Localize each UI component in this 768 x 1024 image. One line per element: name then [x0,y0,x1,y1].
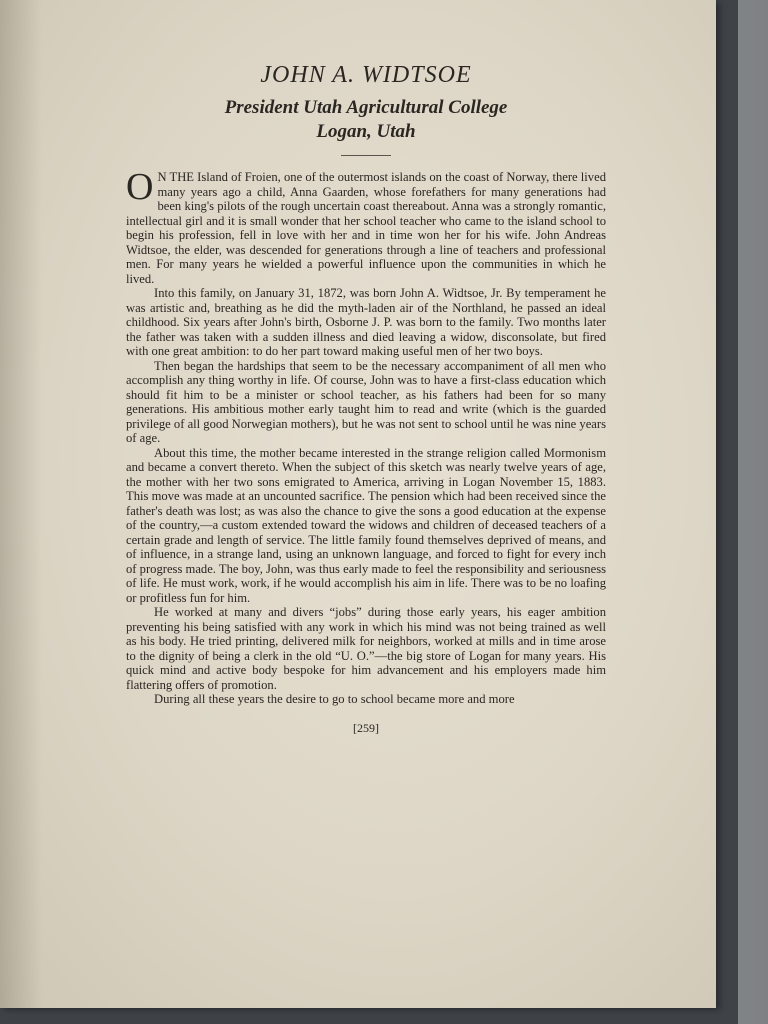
paragraph-6: During all these years the desire to go to school became more and more [154,692,515,706]
article-body [126,166,606,707]
paragraph-3: Then began the hardships that seem to be the necessary accompaniment of all men who accomplish any thing worthy in life. Of course, John was to have a first-class education which should fit him to be a minister or school teacher, as his fathers had been for so many generations. His ambitious mother early taught him to read and write (which is the guarded privilege of all good Norwegian mothers), but he was not sent to school until he was nine years of age. [126,358,606,445]
paragraph-1-text: N THE Island of Froien, one of the outermost islands on the coast of Norway, there lived many years ago a child, Anna Gaarden, whose forefathers for many generations had been king's pilots of the rough uncertain coast thereabout. Anna was a strongly romantic, intellectual girl and it is small wonder that her school teacher who came to the island school to begin his profession, fell in love with her and in time won her for his wife. John Andreas Widtsoe, the elder, was descended for generations through a line of teachers and professional men. For many years he wielded a powerful influence upon the communities in which he lived. [126,170,606,286]
drop-cap: O [126,166,154,208]
title-divider [341,155,391,156]
article [126,62,606,736]
article-location: Logan, Utah [316,121,416,142]
paragraph-1 [126,166,606,286]
page-gutter-shadow [0,0,42,1008]
page-number: [259] [353,720,379,735]
paragraph-5: He worked at many and divers “jobs” during those early years, his eager ambition preventing his being satisfied with any work in which his mind was not being trained as well as his body. He tried printing, delivered milk for neighbors, worked at mills and in time arose to the dignity of being a clerk in the old “U. O.”—the big store of Logan for many years. His quick mind and active body bespoke for him advancement and his employers made him flattering offers of promotion. [126,605,606,692]
paragraph-4: About this time, the mother became interested in the strange religion called Mormonism and became a convert thereto. When the subject of this sketch was nearly twelve years of age, the mother with her two sons emigrated to America, arriving in Logan November 15, 1883. This move was made at an uncounted sacrifice. The pension which had been received since the father's death was lost; as was also the chance to give the sons a good education at the expense of the country,—a custom extended toward the widows and children of deceased teachers of a certain grade and length of service. The little family found themselves deprived of means, and of influence, in a strange land, using an unknown language, and forced to fight for every inch of progress made. The boy, John, was thus early made to feel the responsibility and seriousness of life. He must work, work, if he would accomplish his aim in life. There was to be no loafing or profitless fun for him. [126,445,606,605]
article-title: JOHN A. WIDTSOE [260,62,472,88]
article-subtitle: President Utah Agricultural College [224,97,508,118]
paragraph-2: Into this family, on January 31, 1872, was born John A. Widtsoe, Jr. By temperament he was artistic and, breathing as he did the myth-laden air of the Northland, he passed an ideal childhood. Six years after John's birth, Osborne J. P. was born to the family. Two months later the father was taken with a sudden illness and died leaving a widow, disconsolate, but fired with one great ambition: to do her part toward making useful men of her two boys. [126,286,606,358]
